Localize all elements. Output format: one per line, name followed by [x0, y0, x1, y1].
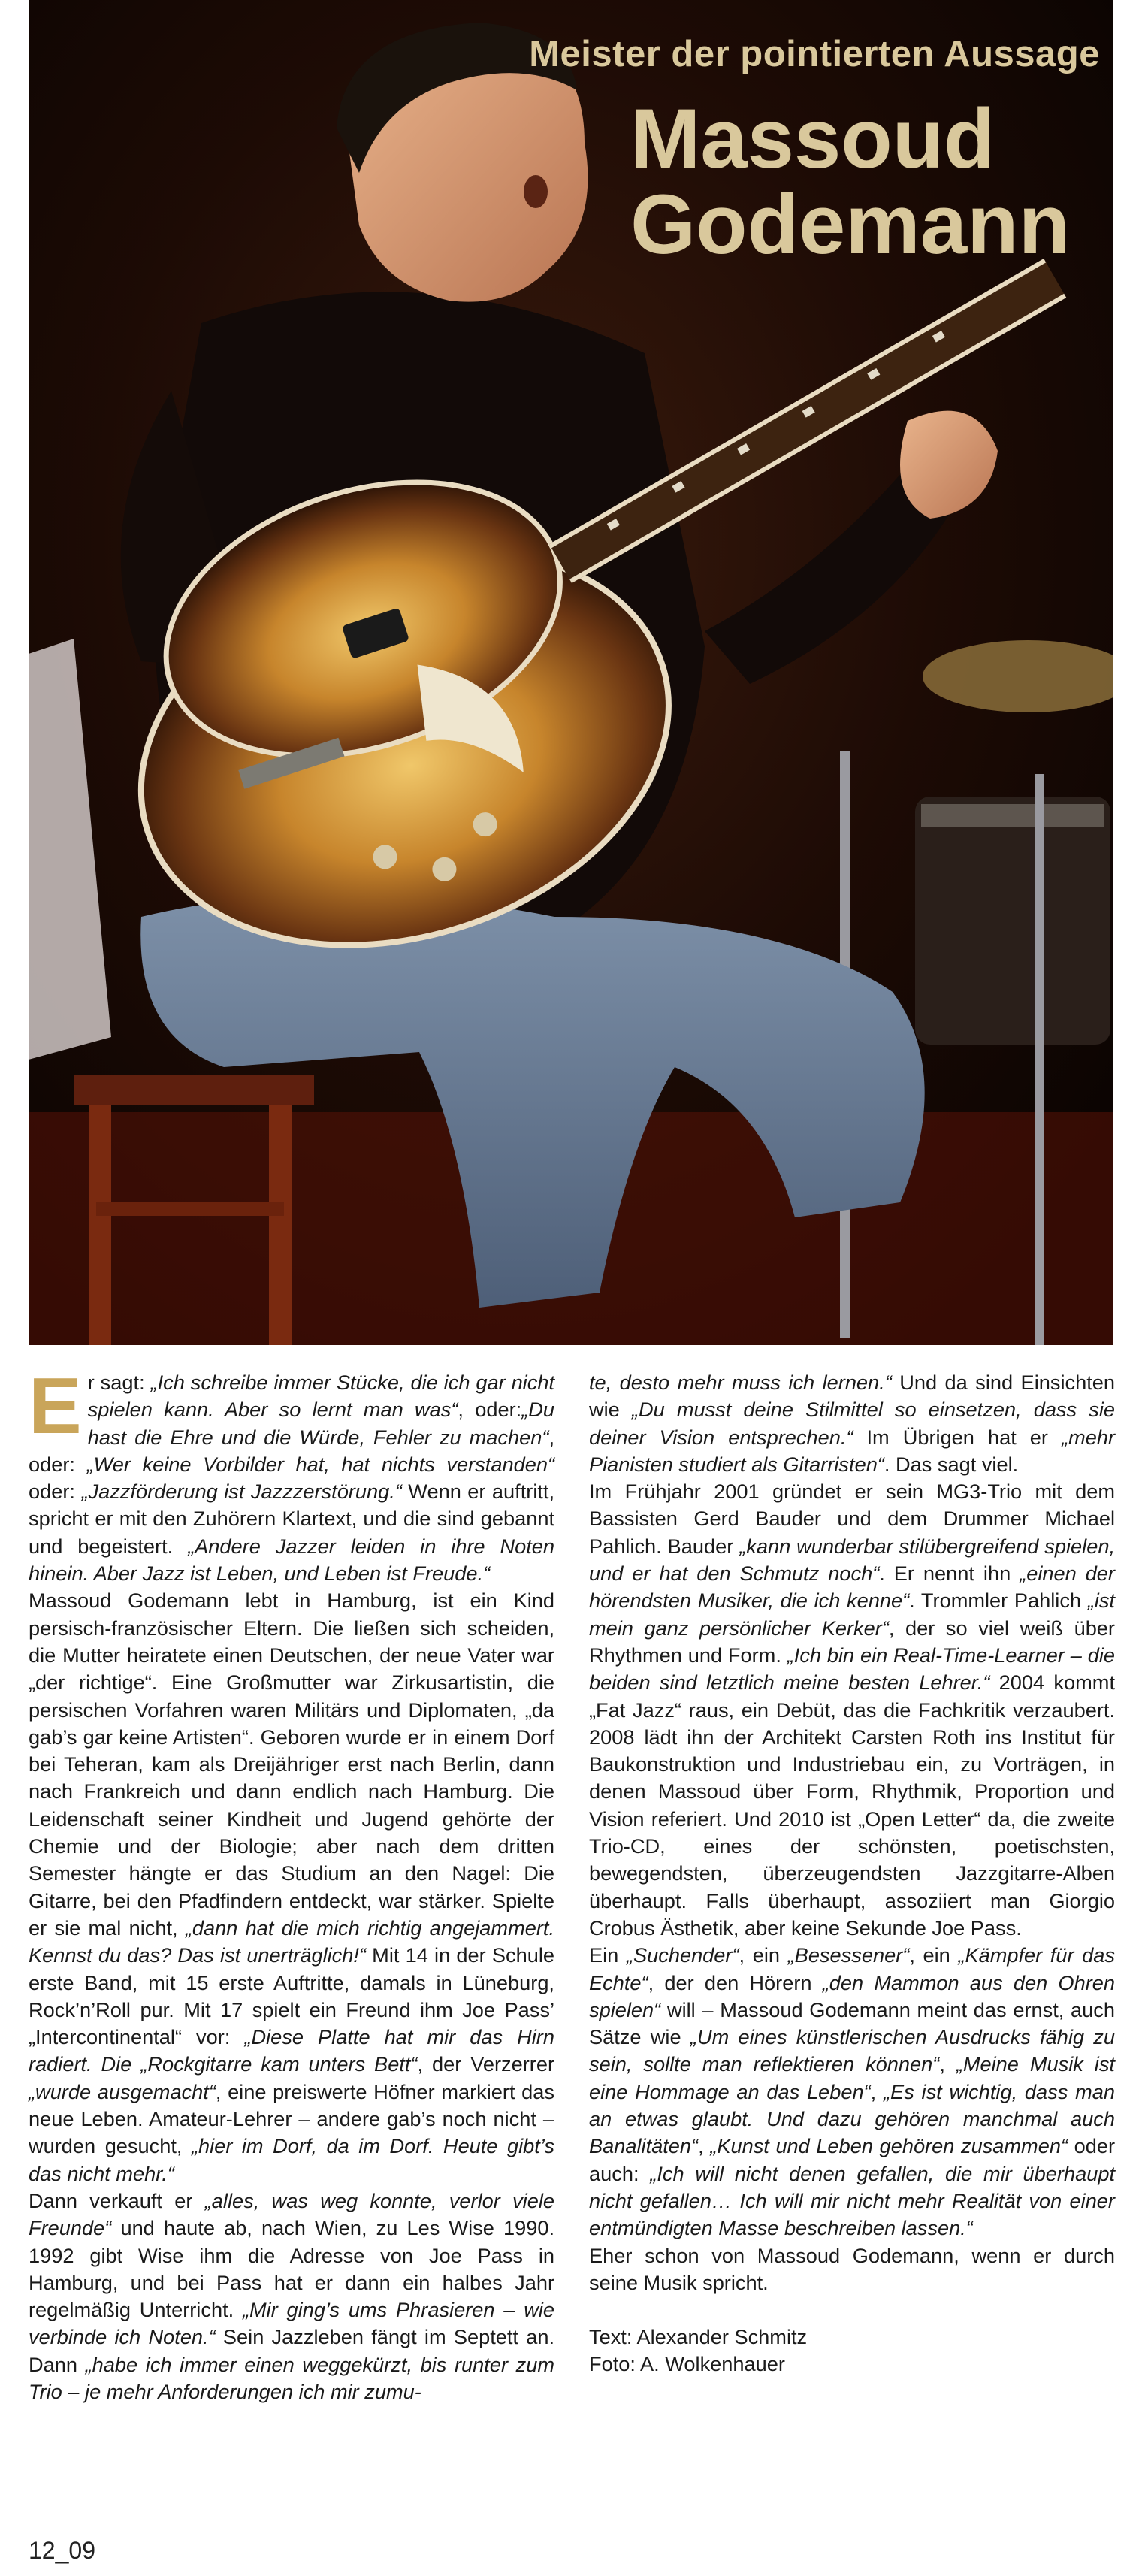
quote-text: „den Mammon aus den Ohren spielen“: [589, 1970, 1115, 2021]
body-text: Wenn er auftritt, spricht er mit den Zuhörern Klartext, und die sind gebannt und begeistert.: [29, 1480, 555, 1558]
quote-text: „ist mein ganz persönlicher Kerker“: [589, 1589, 1115, 1640]
article-title-line-2: Godemann: [630, 177, 1070, 271]
body-text: Im Übrigen hat er: [853, 1425, 1062, 1449]
article-column-left: [29, 1362, 555, 2519]
quote-text: „Ich bin ein Real-Time-Learner – die beiden sind letztlich meine besten Lehrer.“: [589, 1643, 1115, 1695]
paragraph: [29, 2187, 554, 2405]
body-text: , ein: [909, 1943, 959, 1967]
body-text: Ein: [589, 1943, 627, 1967]
quote-text: „Ich schreibe immer Stücke, die ich gar nicht spielen kann. Aber so lernt man was“: [87, 1371, 554, 1422]
body-text: Dann verkauft er: [29, 2188, 205, 2212]
body-text: Sein Jazzleben fängt im Septett an. Dann: [29, 2325, 555, 2376]
quote-text: „Andere Jazzer leiden in ihre Noten hinein. Aber Jazz ist Leben, und Leben ist Freude.“: [29, 1534, 554, 1586]
body-text: und haute ab, nach Wien, zu Les Wise 1990. 1992 gibt Wise ihm die Adresse von Joe Pass in Hamburg, und bei Pass hat er dann ein halbes Jahr regelmäßig Unterricht.: [29, 2216, 554, 2322]
body-text: , der so viel weiß über Rhythmen und Form.: [589, 1616, 1115, 1667]
quote-text: „habe ich immer einen weggekürzt, bis runter zum Trio – je mehr Anforderungen ich mir zumu-: [29, 2352, 554, 2403]
body-text: , der den Hörern: [648, 1970, 823, 1994]
body-text: Massoud Godemann lebt in Hamburg, ist ein Kind persisch-französischer Eltern. Die ließen sich scheiden, die Mutter heiratete einen Deutschen, der neue Vater war „der richtige“. Eine Großmutter war Zirkusartistin, die persischen Vorfahren waren Militärs und Diplomaten, „da gab’s gar keine Artisten“. Geboren wurde er in einem Dorf bei Teheran, kam als Dreijähriger erst nach Berlin, dann nach Frankreich und dann endlich nach Hamburg. Die Leidenschaft seiner Kindheit und Jugend gehörte der Chemie und der Biologie; aber nach dem dritten Semester hängte er das Studium an den Nagel: Die Gitarre, bei den Pfadfindern entdeckt, war stärker. Spielte er sie mal nicht,: [29, 1589, 554, 1940]
article-kicker: Meister der pointierten Aussage: [529, 34, 1100, 74]
quote-text: „Wer keine Vorbilder hat, hat nichts verstanden“: [86, 1452, 554, 1476]
quote-text: „kann wunderbar stilübergreifend spielen, und er hat den Schmutz noch“: [589, 1534, 1116, 1586]
body-text: r sagt:: [87, 1371, 151, 1394]
body-text: , ein: [739, 1943, 788, 1967]
hero-photo: [29, 0, 1113, 1345]
body-text: Im Frühjahr 2001 gründet er sein MG3-Trio mit dem Bassisten Gerd Bauder und dem Drummer Michael Pahlich. Bauder: [589, 1480, 1115, 1558]
quote-text: te, desto mehr muss ich lernen.“: [589, 1371, 892, 1394]
quote-text: „Diese Platte hat mir das Hirn radiert. Die „Rockgitarre kam unters Bett“: [29, 2025, 554, 2076]
quote-text: „Meine Musik ist eine Hommage an das Leben“: [589, 2052, 1115, 2103]
body-text: , oder:: [29, 1425, 554, 1476]
quote-text: „Ich will nicht denen gefallen, die mir überhaupt nicht gefallen… Ich will mir nicht mehr Realität von einer entmündigten Masse beschreiben lassen.“: [589, 2161, 1116, 2240]
drop-cap: E: [29, 1362, 82, 1450]
quote-text: „dann hat die mich richtig angejammert. Kennst du das? Das ist unerträglich!“: [29, 1915, 554, 1967]
paragraph: [29, 1362, 555, 1587]
quote-text: „Mir ging’s ums Phrasieren – wie verbinde ich Noten.“: [29, 2298, 554, 2349]
quote-text: „Kunst und Leben gehören zusammen“: [710, 2134, 1068, 2158]
quote-text: „Du musst deine Stilmittel so einsetzen, dass sie deiner Vision entsprechen.“: [589, 1398, 1115, 1449]
quote-text: „Besessener“: [787, 1943, 910, 1967]
text-credit: Text: Alexander Schmitz: [589, 2325, 808, 2349]
quote-text: „Du hast die Ehre und die Würde, Fehler zu machen“: [87, 1398, 555, 1449]
body-text: oder:: [29, 1480, 82, 1504]
body-text: , der Verzerrer: [417, 2052, 555, 2076]
quote-text: „Es ist wichtig, dass man an etwas glaubt. Und dazu gehören manchmal auch Banalitäten“: [589, 2079, 1115, 2158]
body-text: will – Massoud Godemann meint das ernst, auch Sätze wie: [589, 1997, 1115, 2049]
quote-text: „einen der hörendsten Musiker, die ich kenne“: [589, 1562, 1115, 1613]
paragraph-text: [29, 1362, 555, 1586]
paragraph: [589, 1942, 1115, 2242]
body-text: , oder:: [458, 1398, 522, 1422]
body-text: ,: [939, 2052, 956, 2076]
article-title-line-1: Massoud: [630, 92, 995, 186]
quote-text: „alles, was weg konnte, verlor viele Freunde“: [29, 2188, 555, 2240]
body-text: . Das sagt viel.: [884, 1452, 1019, 1476]
quote-text: „Suchender“: [626, 1943, 739, 1967]
body-text: Und da sind Einsichten wie: [589, 1371, 1115, 1422]
photo-credit: Foto: A. Wolkenhauer: [589, 2352, 785, 2376]
quote-text: „mehr Pianisten studiert als Gitarristen“: [589, 1425, 1115, 1476]
body-text: Mit 14 in der Schule erste Band, mit 15 erste Auftritte, damals in Lüneburg, Rock’n’Roll pur. Mit 17 spielt ein Freund ihm Joe Pass’ „Intercontinental“ vor:: [29, 1943, 554, 2049]
quote-text: „hier im Dorf, da im Dorf. Heute gibt’s das nicht mehr.“: [29, 2134, 554, 2185]
body-text: , eine preiswerte Höfner markiert das neue Leben. Amateur-Lehrer – andere gab’s noch nicht – wurden gesucht,: [29, 2079, 554, 2158]
body-text: Eher schon von Massoud Godemann, wenn er durch seine Musik spricht.: [589, 2243, 1115, 2294]
paragraph: [589, 1478, 1115, 1942]
body-text: oder auch:: [589, 2134, 1116, 2185]
paragraph: [29, 1587, 554, 2187]
body-text: . Trommler Pahlich: [909, 1589, 1088, 1613]
quote-text: „Kämpfer für das Echte“: [589, 1943, 1115, 1994]
body-text: . Er nennt ihn: [879, 1562, 1020, 1586]
body-text: 2004 kommt „Fat Jazz“ raus, ein Debüt, das die Fachkritik verzaubert. 2008 lädt ihn der Architekt Carsten Roth ins Institut für Baukonstruktion und Industriebau ein, zu Vorträgen, in denen Massoud über Form, Rhythmik, Proportion und Vision referiert. Und 2010 ist „Open Letter“ da, die zweite Trio-CD, eines der schönsten, poetischsten, bewegendsten, überzeugendsten Jazzgitarre-Alben überhaupt. Falls überhaupt, assoziiert man Giorgio Crobus Ästhetik, aber keine Sekunde Joe Pass.: [589, 1670, 1115, 1940]
article-column-right: [589, 1369, 1115, 2519]
quote-text: „wurde ausgemacht“: [29, 2079, 216, 2103]
body-text: ,: [698, 2134, 711, 2158]
paragraph: [589, 1369, 1115, 1478]
body-text: ,: [870, 2079, 884, 2103]
paragraph: [589, 2242, 1115, 2297]
page-number: 12_09: [29, 2537, 95, 2564]
quote-text: „Jazzförderung ist Jazzzerstörung.“: [81, 1480, 402, 1504]
article-title: [630, 92, 1070, 271]
article-body: [29, 1362, 1116, 2519]
quote-text: „Um eines künstlerischen Ausdrucks fähig zu sein, sollte man reflektieren können“: [589, 2025, 1115, 2076]
